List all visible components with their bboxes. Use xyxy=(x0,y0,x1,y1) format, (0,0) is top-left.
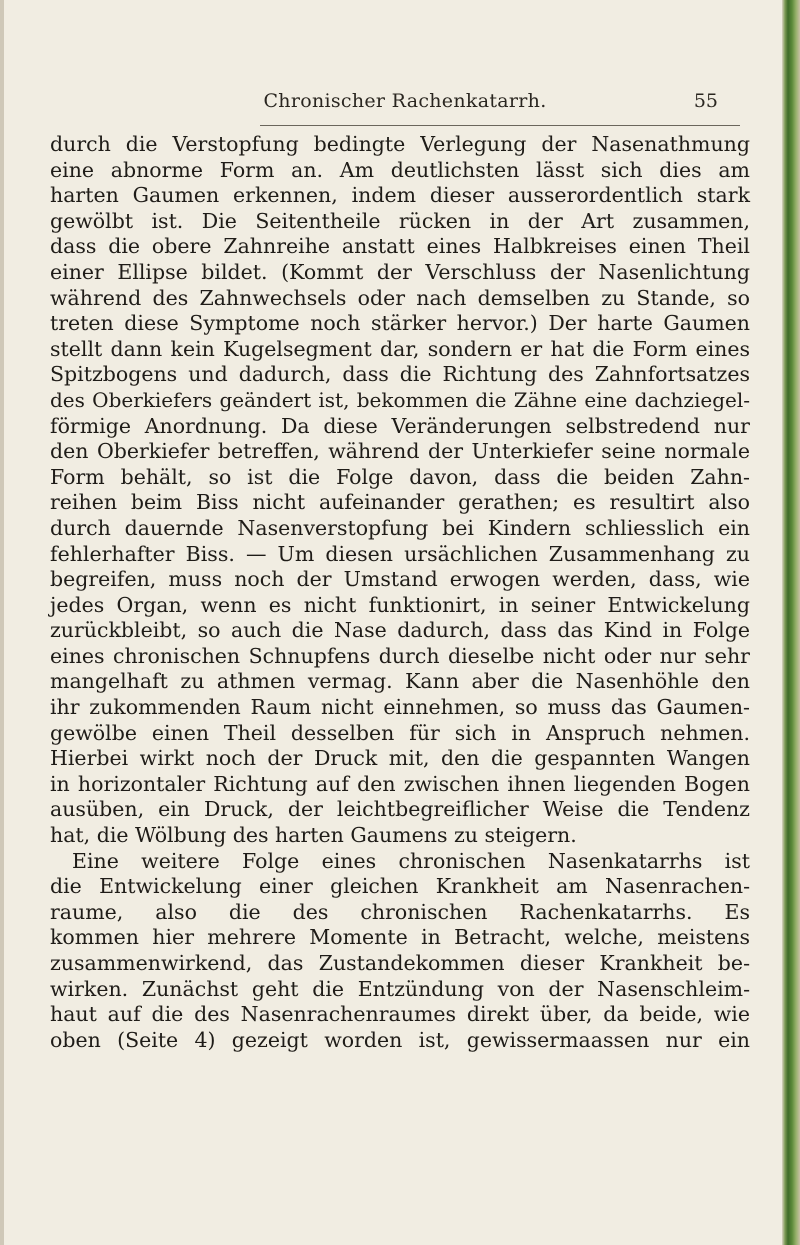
text-line: zusammenwirkend, das Zustandekommen dieser Krankheit be- xyxy=(50,951,750,975)
text-line: raume, also die des chronischen Rachenkatarrhs. Es xyxy=(50,899,750,924)
text-line: treten diese Symptome noch stärker hervor.) Der harte Gaumen xyxy=(50,311,750,336)
book-edge-binding xyxy=(782,0,800,1245)
text-line: Eine weitere Folge eines chronischen Nasenkatarrhs ist xyxy=(72,848,750,873)
header-rule xyxy=(260,125,740,126)
text-line: förmige Anordnung. Da diese Veränderungen selbstredend nur xyxy=(50,413,750,438)
text-line: in horizontaler Richtung auf den zwischen ihnen liegenden Bogen xyxy=(50,771,750,796)
text-line: begreifen, muss noch der Umstand erwogen werden, dass, wie xyxy=(50,567,750,592)
page-header xyxy=(60,90,750,120)
text-line: haut auf die des Nasenrachenraumes direkt über, da beide, wie xyxy=(50,1002,750,1027)
text-line: durch dauernde Nasenverstopfung bei Kindern schliesslich ein xyxy=(50,515,750,540)
text-line: jedes Organ, wenn es nicht funktionirt, in seiner Entwickelung xyxy=(50,592,750,617)
text-line: eine abnorme Form an. Am deutlichsten lässt sich dies am xyxy=(50,157,750,182)
body-text xyxy=(50,132,750,1053)
text-line: ausüben, ein Druck, der leichtbegreiflicher Weise die Tendenz xyxy=(50,797,750,822)
text-line: dass die obere Zahnreihe anstatt eines Halbkreises einen Theil xyxy=(50,234,750,259)
text-line: eines chronischen Schnupfens durch dieselbe nicht oder nur sehr xyxy=(50,643,750,668)
text-line: Spitzbogens und dadurch, dass die Richtung des Zahnfortsatzes xyxy=(50,362,750,387)
text-line: stellt dann kein Kugelsegment dar, sondern er hat die Form eines xyxy=(50,336,750,361)
text-line: durch die Verstopfung bedingte Verlegung der Nasenathmung xyxy=(50,132,750,156)
text-line: gewölbt ist. Die Seitentheile rücken in der Art zusammen, xyxy=(50,208,750,233)
text-line: einer Ellipse bildet. (Kommt der Verschluss der Nasenlichtung xyxy=(50,259,750,284)
text-line: harten Gaumen erkennen, indem dieser ausserordentlich stark xyxy=(50,183,750,208)
text-line: mangelhaft zu athmen vermag. Kann aber die Nasenhöhle den xyxy=(50,669,750,694)
text-line: ihr zukommenden Raum nicht einnehmen, so muss das Gaumen- xyxy=(50,695,750,720)
text-line: reihen beim Biss nicht aufeinander gerathen; es resultirt also xyxy=(50,490,750,515)
text-line: Form behält, so ist die Folge davon, dass die beiden Zahn- xyxy=(50,464,750,489)
text-line: während des Zahnwechsels oder nach demselben zu Stande, so xyxy=(50,285,750,310)
page-number: 55 xyxy=(693,90,718,112)
text-line: des Oberkiefers geändert ist, bekommen die Zähne eine dachziegel- xyxy=(50,387,750,412)
text-line: gewölbe einen Theil desselben für sich in Anspruch nehmen. xyxy=(50,720,750,745)
text-line: die Entwickelung einer gleichen Krankheit am Nasenrachen- xyxy=(50,874,750,899)
text-line: kommen hier mehrere Momente in Betracht, welche, meistens xyxy=(50,925,750,950)
text-line: oben (Seite 4) gezeigt worden ist, gewissermaassen nur ein xyxy=(50,1027,750,1052)
page-left-edge xyxy=(0,0,4,1245)
text-line: hat, die Wölbung des harten Gaumens zu steigern. xyxy=(50,823,577,848)
text-line: wirken. Zunächst geht die Entzündung von der Nasenschleim- xyxy=(50,976,750,1001)
text-line: den Oberkiefer betreffen, während der Unterkiefer seine normale xyxy=(50,439,750,464)
text-line: zurückbleibt, so auch die Nase dadurch, dass das Kind in Folge xyxy=(50,618,750,643)
running-head: Chronischer Rachenkatarrh. xyxy=(263,90,547,112)
text-line: Hierbei wirkt noch der Druck mit, den die gespannten Wangen xyxy=(50,746,750,771)
text-line: fehlerhafter Biss. — Um diesen ursächlichen Zusammenhang zu xyxy=(50,541,750,566)
